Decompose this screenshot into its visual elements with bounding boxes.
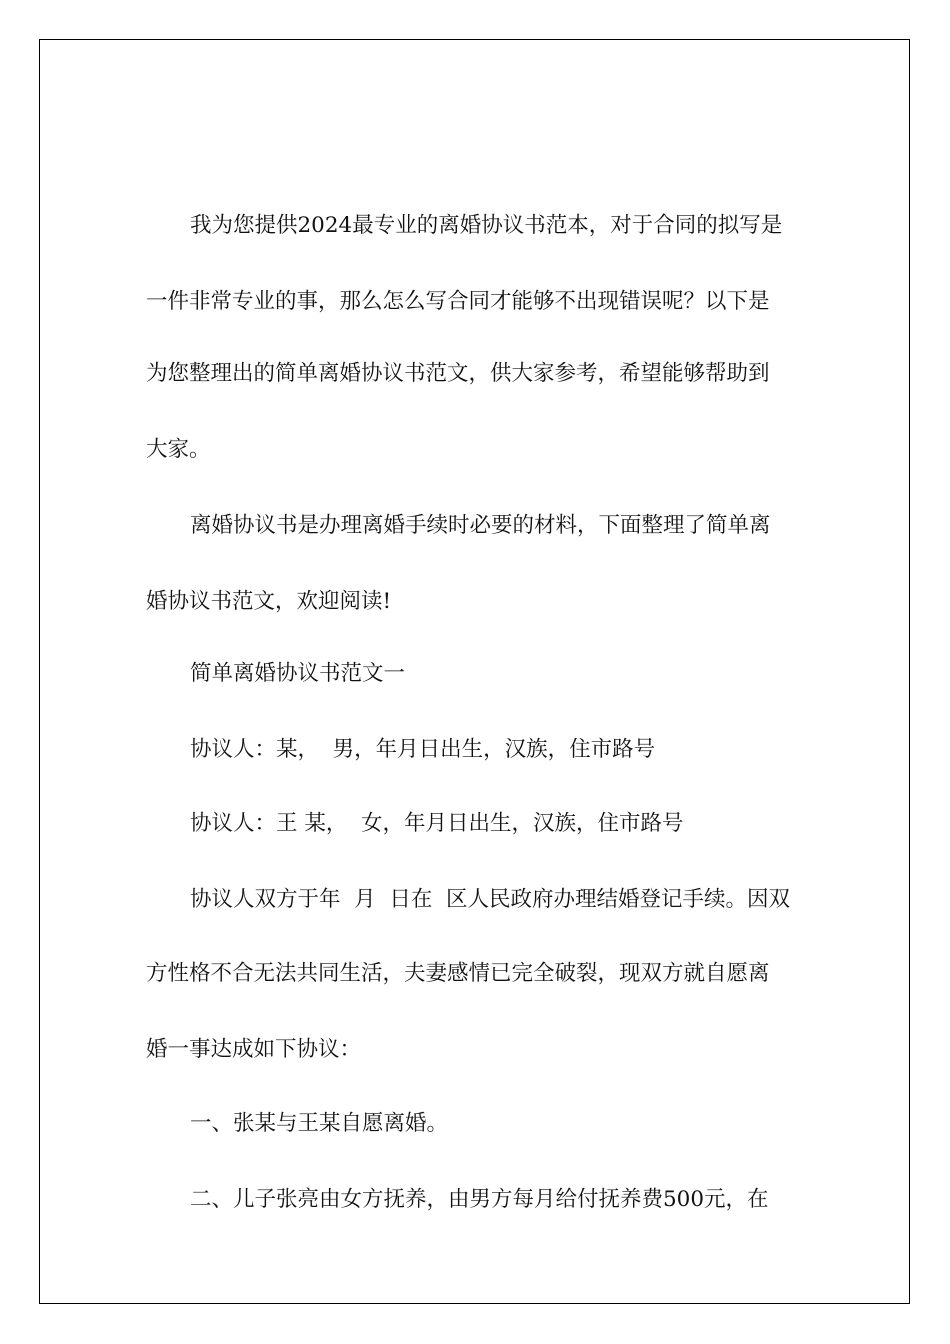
text-line: 方性格不合无法共同生活，夫妻感情已完全破裂，现双方就自愿离	[146, 961, 770, 986]
text-line: 协议人：王 某， 女，年月日出生，汉族，住市路号	[190, 811, 684, 836]
text-line: 协议人：某， 男，年月日出生，汉族，住市路号	[190, 737, 656, 762]
text-line: 离婚协议书是办理离婚手续时必要的材料，下面整理了简单离	[190, 513, 771, 538]
text-line: 二、儿子张亮由女方抚养，由男方每月给付抚养费500元，在	[190, 1187, 769, 1212]
text-line: 一件非常专业的事，那么怎么写合同才能够不出现错误呢？以下是	[146, 289, 770, 314]
text-line: 婚协议书范文，欢迎阅读!	[146, 589, 392, 614]
page-frame	[39, 39, 910, 1304]
text-line: 婚一事达成如下协议：	[146, 1037, 362, 1062]
text-line: 大家。	[146, 437, 211, 462]
text-line: 我为您提供2024最专业的离婚协议书范本，对于合同的拟写是	[190, 213, 783, 238]
text-line: 为您整理出的简单离婚协议书范文，供大家参考，希望能够帮助到	[146, 361, 770, 386]
text-line: 一、张某与王某自愿离婚。	[190, 1111, 449, 1136]
text-line: 协议人双方于年 月 日在 区人民政府办理结婚登记手续。因双	[190, 887, 791, 912]
section-heading: 简单离婚协议书范文一	[190, 661, 406, 686]
